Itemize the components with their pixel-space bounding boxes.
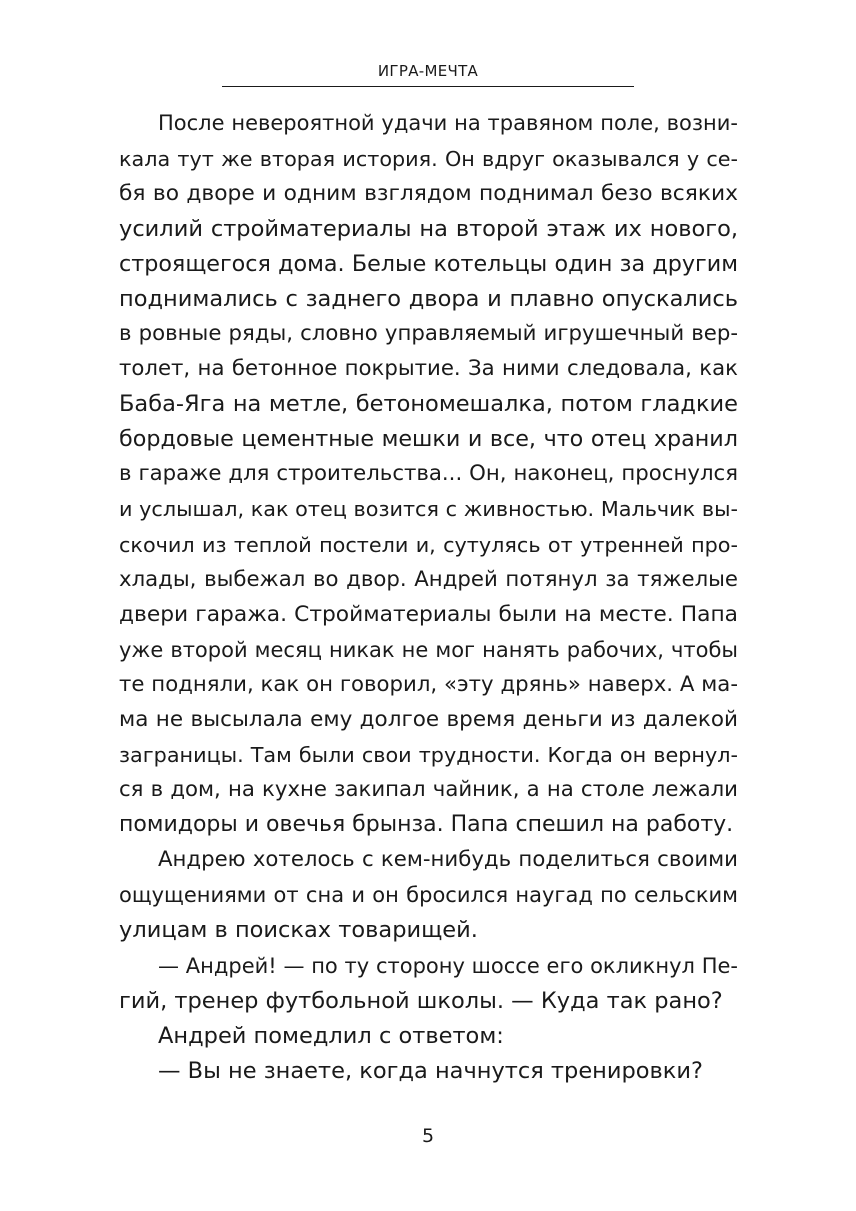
text-line: — Андрей! — по ту сторону шоссе его окликнул Пе- (158, 954, 738, 978)
header-rule (222, 86, 634, 87)
text-line: заграницы. Там были свои трудности. Когда он вернул- (119, 743, 738, 767)
text-line: хлады, выбежал во двор. Андрей потянул за тяжелые (119, 567, 738, 592)
text-line: в гараже для строительства... Он, наконец, проснулся (119, 461, 738, 486)
text-line: поднимались с заднего двора и плавно опускались (119, 286, 738, 312)
text-line: Андрею хотелось с кем-нибудь поделиться своими (158, 847, 738, 872)
text-line: улицам в поисках товарищей. (119, 917, 478, 943)
text-line: двери гаража. Стройматериалы были на месте. Папа (119, 602, 738, 627)
text-line: и услышал, как отец возится с живностью. Мальчик вы- (119, 497, 738, 521)
text-line: После невероятной удачи на травяном поле, возни- (158, 111, 738, 135)
text-line: скочил из теплой постели и, сутулясь от утренней про- (119, 533, 738, 557)
text-line: усилий стройматериалы на второй этаж их нового, (119, 216, 738, 242)
text-line: бордовые цементные мешки и все, что отец хранил (119, 426, 738, 452)
page-number: 5 (421, 1125, 435, 1147)
text-line: уже второй месяц никак не мог нанять рабочих, чтобы (119, 638, 738, 662)
text-line: те подняли, как он говорил, «эту дрянь» наверх. А ма- (119, 672, 738, 697)
text-line: — Вы не знаете, когда начнутся тренировки? (158, 1058, 703, 1084)
text-line: кала тут же вторая история. Он вдруг оказывался у се- (119, 147, 738, 171)
text-line: Баба-Яга на метле, бетономешалка, потом гладкие (119, 391, 738, 417)
text-line: ма не высылала ему долгое время деньги из далекой (119, 707, 738, 732)
text-line: Андрей помедлил с ответом: (158, 1023, 504, 1049)
text-line: ся в дом, на кухне закипал чайник, а на столе лежали (119, 777, 738, 802)
text-line: толет, на бетонное покрытие. За ними следовала, как (119, 356, 738, 381)
running-head: ИГРА-МЕЧТА (377, 62, 479, 80)
text-line: в ровные ряды, словно управляемый игрушечный вер- (119, 321, 738, 346)
text-line: ощущениями от сна и он бросился наугад по сельским (119, 883, 738, 907)
text-line: помидоры и овечья брынза. Папа спешил на работу. (119, 812, 734, 837)
text-line: бя во дворе и одним взглядом поднимал безо всяких (119, 181, 738, 206)
text-line: гий, тренер футбольной школы. — Куда так рано? (119, 988, 723, 1014)
text-line: строящегося дома. Белые котельцы один за другим (119, 251, 738, 277)
